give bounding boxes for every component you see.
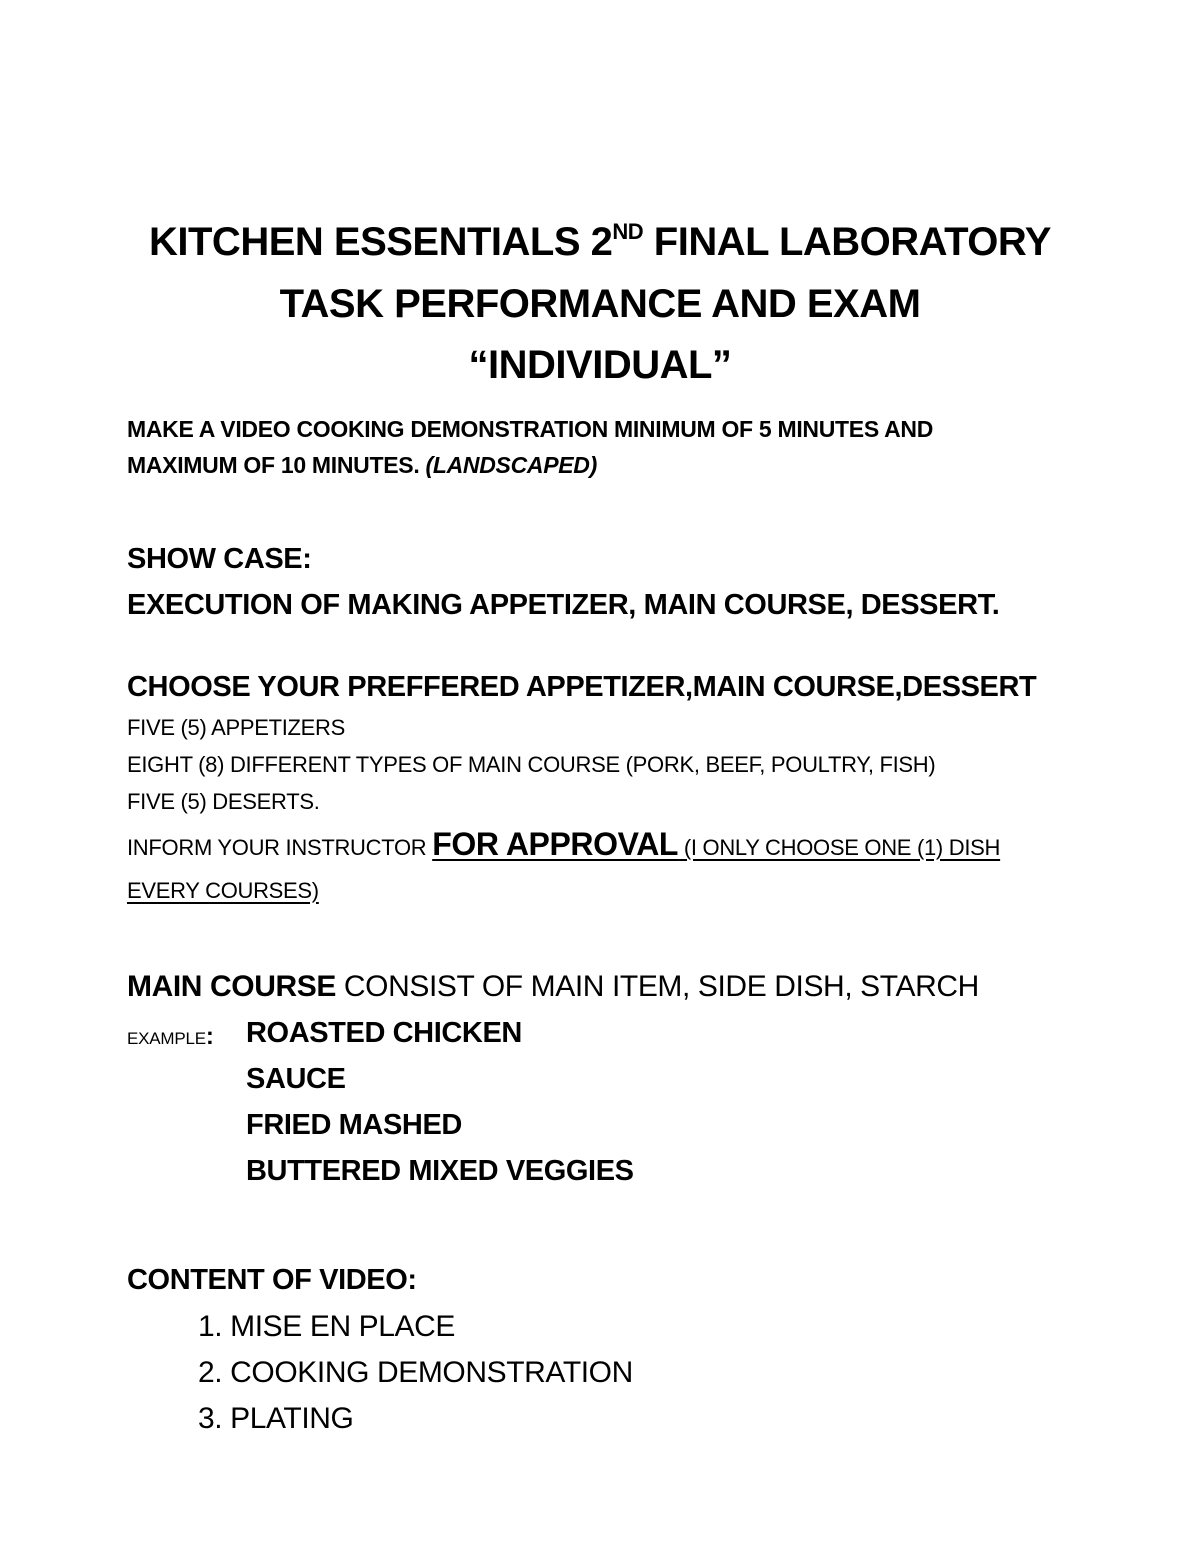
example-item-fried-mashed: FRIED MASHED xyxy=(246,1109,462,1141)
title-line-2: TASK PERFORMANCE AND EXAM xyxy=(279,282,921,326)
title-superscript: ND xyxy=(612,219,644,244)
showcase-text: EXECUTION OF MAKING APPETIZER, MAIN COURSE, DESSERT. xyxy=(127,589,1000,621)
instructions-line-1: MAKE A VIDEO COOKING DEMONSTRATION MINIMUM OF 5 MINUTES AND xyxy=(127,416,934,442)
inform-suffix: (I ONLY CHOOSE ONE (1) DISH xyxy=(678,835,1001,860)
inform-underlined xyxy=(432,826,1001,862)
title-text-b: FINAL LABORATORY xyxy=(643,220,1051,264)
content-heading: CONTENT OF VIDEO: xyxy=(127,1264,417,1296)
instructions-text: MAXIMUM OF 10 MINUTES. xyxy=(127,452,426,478)
choose-item-deserts: FIVE (5) DESERTS. xyxy=(127,789,320,814)
main-course-rest: CONSIST OF MAIN ITEM, SIDE DISH, STARCH xyxy=(335,970,979,1003)
content-item-mise-en-place: 1. MISE EN PLACE xyxy=(198,1310,456,1343)
title-line-1 xyxy=(0,219,1200,264)
example-item-sauce: SAUCE xyxy=(246,1063,346,1095)
choose-item-main-course: EIGHT (8) DIFFERENT TYPES OF MAIN COURSE (PORK, BEEF, POULTRY, FISH) xyxy=(127,752,936,777)
showcase-heading: SHOW CASE: xyxy=(127,543,312,575)
instructions-italic-note: (LANDSCAPED) xyxy=(425,452,597,478)
content-item-plating: 3. PLATING xyxy=(198,1402,354,1435)
content-item-cooking-demo: 2. COOKING DEMONSTRATION xyxy=(198,1356,633,1389)
inform-line-2 xyxy=(127,880,319,902)
inform-line-1 xyxy=(127,828,1000,860)
main-course-bold: MAIN COURSE xyxy=(127,970,336,1003)
example-label-line xyxy=(127,1025,214,1049)
for-approval-emphasis: FOR APPROVAL xyxy=(432,826,679,862)
example-label: EXAMPLE xyxy=(127,1029,206,1048)
choose-item-appetizers: FIVE (5) APPETIZERS xyxy=(127,715,346,740)
choose-heading: CHOOSE YOUR PREFFERED APPETIZER,MAIN COURSE,DESSERT xyxy=(127,671,1037,703)
inform-line-2-text: EVERY COURSES) xyxy=(127,878,319,903)
example-item-roasted-chicken: ROASTED CHICKEN xyxy=(246,1017,522,1049)
main-course-heading xyxy=(127,972,979,1002)
example-colon: : xyxy=(205,1023,214,1050)
title-line-3: “INDIVIDUAL” xyxy=(468,343,732,387)
example-item-buttered-veggies: BUTTERED MIXED VEGGIES xyxy=(246,1155,634,1187)
inform-prefix: INFORM YOUR INSTRUCTOR xyxy=(127,835,433,860)
instructions-line-2 xyxy=(127,454,597,477)
title-text-a: KITCHEN ESSENTIALS 2 xyxy=(149,220,613,264)
